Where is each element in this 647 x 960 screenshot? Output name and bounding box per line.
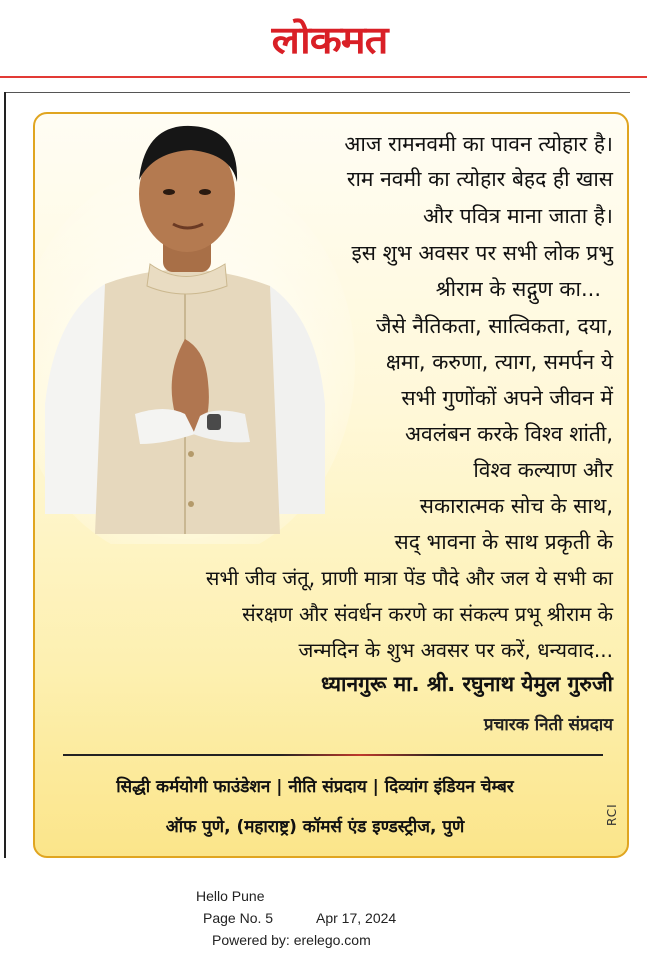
publish-date: Apr 17, 2024 bbox=[316, 910, 397, 926]
signer-name: ध्यानगुरू मा. श्री. रघुनाथ येमुल गुरुजी bbox=[320, 672, 613, 696]
message-line: जन्मदिन के शुभ अवसर पर करें, धन्यवाद... bbox=[298, 638, 613, 662]
message-line: क्षमा, करुणा, त्याग, समर्पन ये bbox=[385, 350, 613, 374]
message-line: सभी जीव जंतू, प्राणी मात्रा पेंड पौदे और जल ये सभी का bbox=[205, 566, 613, 590]
message-line: संरक्षण और संवर्धन करणे का संकल्प प्रभू श्रीराम के bbox=[242, 602, 613, 626]
message-line: सकारात्मक सोच के साथ, bbox=[419, 494, 613, 518]
message-line: सभी गुणोंकों अपने जीवन में bbox=[401, 386, 613, 410]
message-line: और पवित्र माना जाता है। bbox=[422, 204, 613, 228]
masthead-rule bbox=[0, 76, 647, 78]
message-line: श्रीराम के सद्गुण का... bbox=[435, 277, 601, 301]
clipping-frame-top bbox=[4, 92, 630, 93]
rci-mark: RCI bbox=[605, 803, 619, 826]
organization-line: ऑफ पुणे, (महाराष्ट्र) कॉमर्स एंड इण्डस्ट्रीज, पुणे bbox=[165, 817, 465, 837]
message-line: अवलंबन करके विश्व शांती, bbox=[405, 422, 613, 446]
organization-line: सिद्धी कर्मयोगी फाउंडेशन | नीति संप्रदाय | दिव्यांग इंडियन चेम्बर bbox=[116, 777, 514, 797]
message-line: विश्व कल्याण और bbox=[473, 458, 613, 482]
message-line: सद् भावना के साथ प्रकृती के bbox=[394, 530, 613, 554]
signer-title: प्रचारक निती संप्रदाय bbox=[483, 715, 613, 735]
message-line: आज रामनवमी का पावन त्योहार है। bbox=[344, 132, 613, 156]
powered-by: Powered by: erelego.com bbox=[212, 932, 371, 948]
portrait-illustration bbox=[35, 114, 355, 544]
lokmat-logo: लोकमत bbox=[271, 17, 388, 62]
masthead bbox=[0, 0, 647, 80]
page-number: Page No. 5 bbox=[203, 910, 274, 926]
footer-divider bbox=[63, 754, 603, 756]
message-line: इस शुभ अवसर पर सभी लोक प्रभु bbox=[351, 241, 613, 265]
message-line: जैसे नैतिकता, सात्विकता, दया, bbox=[375, 314, 613, 338]
clipping-frame-left bbox=[4, 92, 6, 858]
greeting-ad bbox=[33, 112, 629, 858]
message-line: राम नवमी का त्योहार बेहद ही खास bbox=[346, 167, 613, 191]
edition-name: Hello Pune bbox=[196, 888, 265, 904]
